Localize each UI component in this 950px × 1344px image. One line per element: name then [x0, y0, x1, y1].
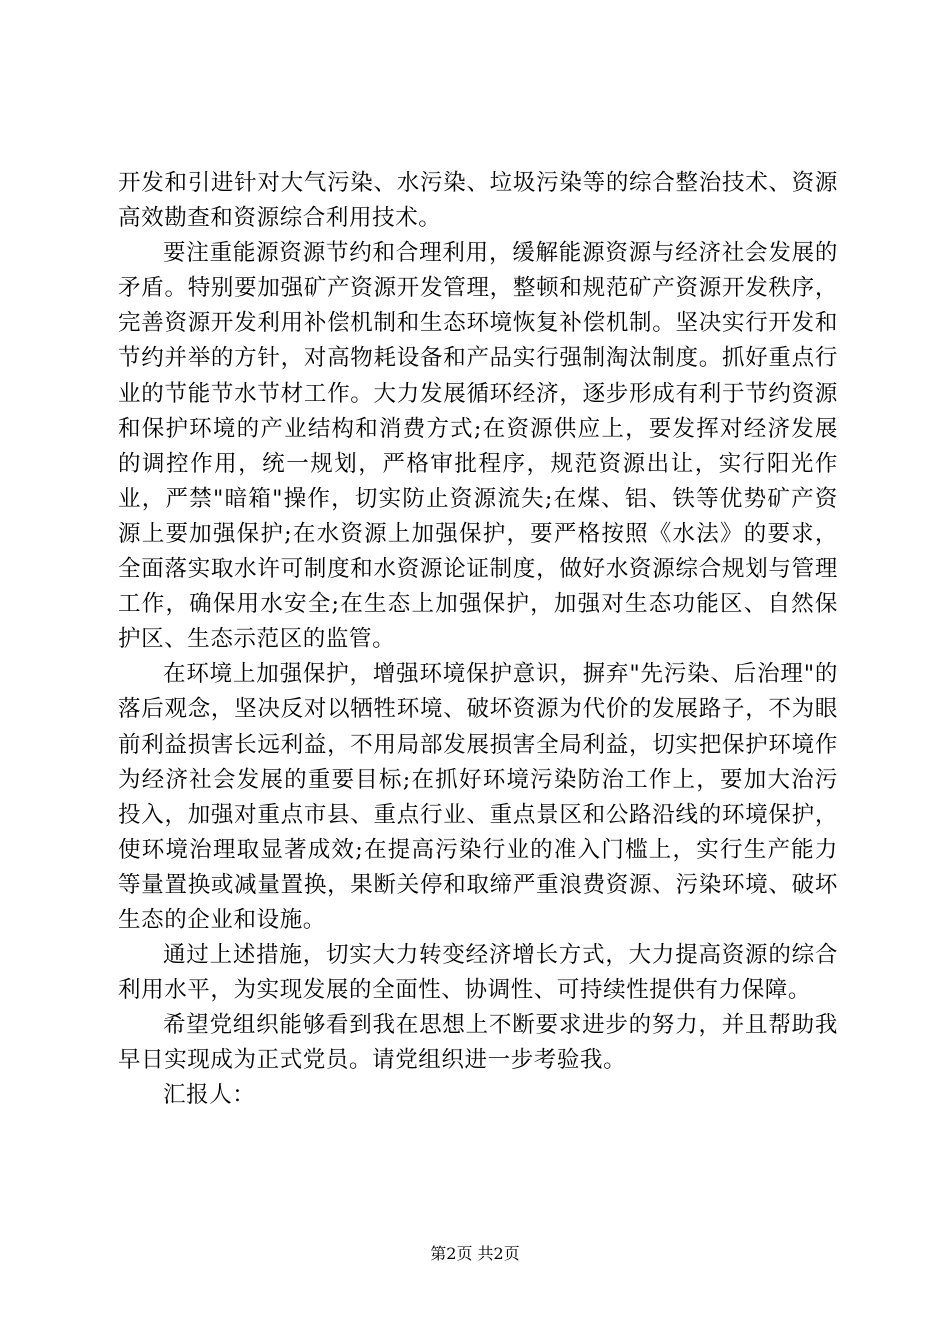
- paragraph-environment-protection: 在环境上加强保护，增强环境保护意识，摒弃"先污染、后治理"的落后观念，坚决反对以牺牲环境、破坏资源为代价的发展路子，不为眼前利益损害长远利益，不用局部发展损害全局利益，切实把保护环境作为经济社会发展的重要目标;在抓好环境污染防治工作上，要加大治污投入，加强对重点市县、重点行业、重点景区和公路沿线的环境保护，使环境治理取显著成效;在提高污染行业的准入门槛上，实行生产能力等量置换或减量置换，果断关停和取缔严重浪费资源、污染环境、破坏生态的企业和设施。: [118, 661, 838, 933]
- paragraph-measures-summary: 通过上述措施，切实大力转变经济增长方式，大力提高资源的综合利用水平，为实现发展的全面性、协调性、可持续性提供有力保障。: [118, 942, 838, 1004]
- paragraph-resource-conservation: 要注重能源资源节约和合理利用，缓解能源资源与经济社会发展的矛盾。特别要加强矿产资源开发管理，整顿和规范矿产资源开发秩序，完善资源开发利用补偿机制和生态环境恢复补偿机制。坚决实行开发和节约并举的方针，对高物耗设备和产品实行强制淘汰制度。抓好重点行业的节能节水节材工作。大力发展循环经济，逐步形成有利于节约资源和保护环境的产业结构和消费方式;在资源供应上，要发挥对经济发展的调控作用，统一规划，严格审批程序，规范资源出让，实行阳光作业，严禁"暗箱"操作，切实防止资源流失;在煤、铝、铁等优势矿产资源上要加强保护;在水资源上加强保护，要严格按照《水法》的要求，全面落实取水许可制度和水资源论证制度，做好水资源综合规划与管理工作，确保用水安全;在生态上加强保护，加强对生态功能区、自然保护区、生态示范区的监管。: [118, 240, 838, 653]
- paragraph-continuation: 开发和引进针对大气污染、水污染、垃圾污染等的综合整治技术、资源高效勘查和资源综合利用技术。: [118, 170, 838, 232]
- paragraph-closing-wish: 希望党组织能够看到我在思想上不断要求进步的努力，并且帮助我早日实现成为正式党员。请党组织进一步考验我。: [118, 1012, 838, 1074]
- page-number-label: 第2页 共2页: [430, 1244, 520, 1263]
- paragraph-reporter-signature: 汇报人：: [163, 1082, 256, 1109]
- page-footer: [0, 1244, 950, 1264]
- document-body: [118, 166, 838, 1114]
